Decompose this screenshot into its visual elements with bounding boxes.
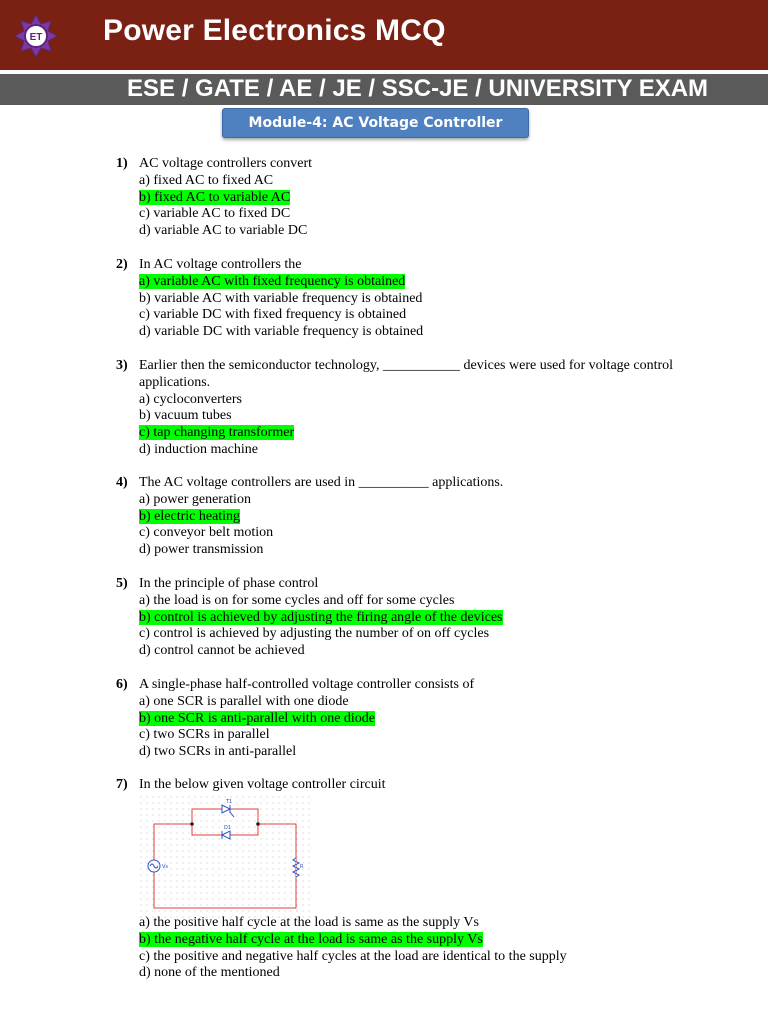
option-d: d) variable DC with variable frequency is obtained [139, 324, 424, 340]
question-text: In the below given voltage controller circuit [139, 777, 386, 792]
option-d: d) none of the mentioned [139, 965, 280, 981]
question-text: AC voltage controllers convert [139, 156, 313, 171]
option-a: a) one SCR is parallel with one diode [139, 693, 349, 709]
question-number: 5) [116, 576, 128, 591]
option-d: d) power transmission [139, 542, 264, 558]
option-c: c) control is achieved by adjusting the number of on off cycles [139, 626, 490, 642]
grid-background [140, 796, 310, 920]
logo-text: ET [29, 32, 43, 43]
question-number: 3) [116, 358, 128, 373]
exam-banner [0, 74, 768, 105]
question-text: In the principle of phase control [139, 576, 319, 591]
header-banner [0, 0, 768, 70]
question-text: The AC voltage controllers are used in __________ applications. [139, 475, 504, 490]
option-d: d) control cannot be achieved [139, 643, 305, 659]
question-text: Earlier then the semiconductor technology, ___________ devices were used for voltage control applications. [139, 358, 674, 390]
junction-left [190, 822, 194, 826]
ac-source-icon [148, 860, 160, 872]
question-text: In AC voltage controllers the [139, 257, 302, 272]
diode-label: D1 [224, 825, 232, 831]
module-badge: Module-4: AC Voltage Controller [222, 108, 529, 138]
question-number: 1) [116, 156, 128, 171]
et-logo-icon [14, 14, 58, 58]
exam-banner-text: ESE / GATE / AE / JE / SSC-JE / UNIVERSITY EXAM [127, 75, 709, 102]
option-a: a) fixed AC to fixed AC [139, 172, 274, 188]
option-c: c) variable DC with fixed frequency is obtained [139, 307, 407, 323]
source-label: Vs [162, 864, 169, 870]
question-number: 2) [116, 257, 128, 272]
question-number: 7) [116, 777, 128, 792]
option-a: a) cycloconverters [139, 391, 242, 407]
option-c: c) the positive and negative half cycles at the load are identical to the supply [139, 948, 567, 964]
option-b-correct: b) the negative half cycle at the load is same as the supply Vs [139, 931, 483, 947]
option-d: d) two SCRs in anti-parallel [139, 744, 297, 760]
option-c: c) variable AC to fixed DC [139, 206, 291, 222]
question-number: 4) [116, 475, 128, 490]
option-b-correct: b) one SCR is anti-parallel with one diode [139, 710, 376, 726]
option-b: b) variable AC with variable frequency is obtained [139, 290, 423, 306]
option-a: a) the load is on for some cycles and off for some cycles [139, 592, 455, 608]
option-b-correct: b) control is achieved by adjusting the firing angle of the devices [139, 609, 503, 625]
voltage-controller-circuit-diagram [140, 796, 310, 920]
option-a-correct: a) variable AC with fixed frequency is obtained [139, 273, 406, 289]
option-a: a) power generation [139, 491, 251, 507]
option-b-correct: b) electric heating [139, 508, 241, 524]
scr-label: T1 [226, 799, 233, 805]
option-c: c) conveyor belt motion [139, 525, 274, 541]
option-c: c) two SCRs in parallel [139, 727, 270, 743]
option-b-correct: b) fixed AC to variable AC [139, 189, 291, 205]
option-b: b) vacuum tubes [139, 408, 232, 424]
option-d: d) induction machine [139, 441, 258, 457]
page-title: Power Electronics MCQ [103, 14, 446, 47]
question-number: 6) [116, 677, 128, 692]
option-d: d) variable AC to variable DC [139, 223, 308, 239]
option-a: a) the positive half cycle at the load is same as the supply Vs [139, 915, 479, 930]
option-c-correct: c) tap changing transformer [139, 425, 295, 441]
junction-right [256, 822, 260, 826]
question-text: A single-phase half-controlled voltage controller consists of [139, 677, 475, 692]
load-label: R [300, 864, 304, 870]
